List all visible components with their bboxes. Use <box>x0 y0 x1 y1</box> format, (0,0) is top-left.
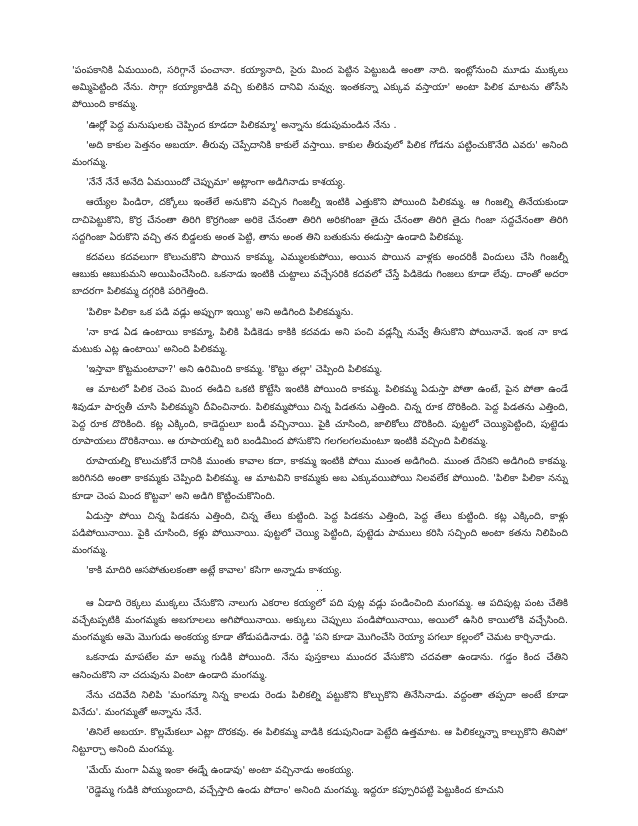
paragraph: 'మేయ్ మంగా ఏమ్మ ఇంకా ఈడ్నే ఉండావు' అంటా వచ్చినాడు అంకయ్య. <box>86 764 355 776</box>
section-separator: .. <box>316 583 324 594</box>
paragraph: ఏడుస్తా పోయి చిన్న పిడకను ఎత్తింది, చిన్న తేలు కుట్టింది. పెద్ద పిడకను ఎత్తింది, పెద్ద తేలు కుట్టింది. కట్ల ఎక్కింది, కాళ్లు పడిపోయినాయి. పైకి చూసింది, కళ్లు పోయినాయి. పుట్టలో చెయ్యి పెట్టింది, పుట్టెడు పాములు కరిసి సచ్చింది అంటా కతను నిలిపింది మంగమ్మ. <box>72 510 568 557</box>
paragraph: 'అది కాకుల పెత్తనం అబయా. తీరువు చెప్పేదానికి కాకులే వస్తాయి. కాకుల తీరువులో పిలిక గోడను పట్టించుకొనేది ఎవరు' అనింది మంగమ్మ. <box>72 139 568 169</box>
paragraph: 'కాకి మాదిరి ఆసపోతులకంతా అట్లే కావాల' కసిగా అన్నాడు కాశయ్య. <box>86 565 342 577</box>
paragraph: కదవలు కదవలుగా కొలుచుకొని పొయిన కాకమ్మ, ఎమ్ములకుపోయి, అయిన పొయిన వాళ్లకు అందరికీ విందులు చేసి గింజల్నీ ఆబుకు ఆబుకుమని అయిపించేసింది. ఒకనాడు ఇంటికి చుట్టాలు వచ్చేసరికి కదవలో చేస్తే పిడికెడు గింజలు కూడా లేవు. దాంతో అదరా బాదరగా పిలికమ్మ దగ్గరికి పరిగెత్తింది. <box>72 252 568 298</box>
paragraph: 'తినిలే అబయా. కొల్లమేకలూ ఎట్లా దొరకవు. ఈ పిలికమ్మ వాడికి కడుపునిండా పెట్టేది ఉత్తమాట. ఆ పిలికల్నన్నా కాల్చుకొని తినిపో' నిట్టూర్చా అనింది మంగమ్మ. <box>72 727 568 756</box>
paragraph: ఒకనాడు మాపటేల మా అమ్మ గుడికి పోయింది. నేను పుస్తకాలు ముందర వేసుకొని చదవతా ఉండాను. గడ్డం కింద చేతిని ఆనించుకొని నా చదువును వింటా ఉండాది మంగమ్మ. <box>72 652 568 681</box>
paragraph: రూపాయల్ని కొలుచుకోనే దానికి ముంతు కావాల కదా, కాకమ్మ ఇంటికి పోయి ముంత అడిగింది. ముంత దేనికని అడిగింది కాకమ్మ. జరిగినది అంతా కాకమ్మకు చెప్పింది పిలికమ్మ. ఆ మాటవిని కాకమ్మకు అబ ఎక్కువయిపోయి నిలవలేక పోయింది. 'పిలికా పిలికా నన్ను కూడా చెంప మింద కొట్టవా' అని అడిగి కొట్టించుకొనింది. <box>72 456 568 502</box>
paragraph: 'నా కాడ ఏడ ఉంటాయి కాకమ్మా, పిలికి పిడికెడు కాకికి కదవడు అని పంచి వడ్లన్నీ నువ్వే తీసుకొని పోయినావే. ఇంక నా కాడ మటుకు ఎట్ల ఉంటాయి' అనింది పిలికమ్మ. <box>72 326 568 356</box>
paragraph: 'పంపకానికి ఏమయింది, సరిగ్గానే పంచానా. కయ్యానాది, సైరు మింద పెట్టిన పెట్టుబడి అంతా నాది. ఇంట్లోనుంచి మూడు ముక్కలు అమ్మిపెట్టింది నేను. సొగ్గా కయ్యాకాడికి వచ్చి కులికిన దానివి నువ్వు. ఇంతకన్నా ఎక్కువ వస్తాయా' అంటా పిలిక మాటను తోసేసి పోయింది కాకమ్మ. <box>72 65 568 111</box>
paragraph: 'పిలికా పిలికా ఒక పడి వడ్లు అప్పుగా ఇయ్యి' అని అడిగింది పిలికమ్మను. <box>86 306 354 318</box>
paragraph: 'నేనే నేనే అనేది ఏమయిందో చెప్పుమా' అట్లాంగా అడిగినాడు కాశయ్య. <box>86 177 346 189</box>
paragraph: ఆయ్యేల పిండిరా, దక్కోలు ఇంతేలే అనుకొని వచ్చిన గింజల్నీ ఇంటికి ఎత్తుకొని పోయింది పిలికమ్మ. ఆ గింజల్ని తినేయకుండా దాచిపెట్టుకొని, కొర్ర చేనంతా తిరిగి కొర్రగింజా అరికె చేనంతా తిరిగి అరికగింజా తైదు చేనంతా తిరిగి తైదు గింజా సద్దచేనంతా తిరిగి సద్దగింజా ఏరుకొని వచ్చి తన బిడ్డలకు అంత పెట్టి, తాను అంత తిని బతుకును ఈడుస్తా ఉండాది పిలికమ్మ. <box>72 197 568 243</box>
paragraph: 'ఇస్తావా కొట్టమంటావా?' అని ఉరిమింది కాకమ్మ. 'కొట్టు తల్లా' చెప్పింది పిలికమ్మ. <box>86 364 383 376</box>
paragraph: నేను చదివేది నిలిపి 'మంగమ్మా నిన్న కాలడు రెండు పిలికల్ని పట్టుకొని కొల్చుకొని తినేసినాడు. వద్దంతా తప్పదా అంటే కూడా వినేదు'. మంగమ్మతో అన్నాను నేనే. <box>72 689 568 718</box>
paragraph: 'ఊర్లో పెద్ద మనుషులకు చెప్పింద కూడదా పిలికమ్మా' అన్నాను కడుపుమండిన నేను . <box>86 119 397 131</box>
paragraph: ఆ ఏడాది రెక్కలు ముక్కలు చేసుకొని నాలుగు ఎకరాల కయ్యలో పది పుట్ల వడ్లు పండించింది మంగమ్మ. ఆ పదిపుట్ల పంట చేతికి వచ్చేటప్పటికి మంగమ్మకు అబగూలలు అగిపోయినాయి. అక్కులు చెప్పులు పండిపోయినాయి, అయిలో ఉసిరి కాయిలోకి వచ్చేసింది. మంగమ్మకు ఆమె మొగుడు అంకయ్య కూడా తోడుపడినాడు. రెడ్డి 'పని కూడా మొగించేసి రెయ్యా పగలూ కల్లంలో చెమట కార్చినాడు. <box>72 597 568 644</box>
paragraph: 'రెడ్డెమ్మ గుడికి పోయ్యుందాది, వచ్చేస్తాది ఉండు పోదాం' అనింది మంగమ్మ. ఇద్దరూ కప్పూరిపట్టి పెట్టుకింద కూచుని <box>86 784 504 796</box>
paragraph: ఆ మాటలో పిలిక చెంప మింద ఈడిచి ఒకటి కొట్టేసి ఇంటికి పోయింది కాకమ్మ. పిలికమ్మ ఏడుస్తా పోతా ఉంటే, పైన పోతా ఉండే శివుడూ పార్వతీ చూసి పిలికమ్మని దీవించినారు. పిలికమ్మపోయి చిన్న పిడతను ఎత్తింది. చిన్న రూక దొరికింది. పెద్ద పిడతను ఎత్తింది, పెద్ద రూక దొరికింది. కట్ల ఎక్కింది, కాడెద్దులూ బండీ వచ్చినాయి. పైకి చూసింది, జాలికోలు దొరికింది. పుట్టలో చెయ్యిపెట్టింది, పుట్టెడు రూపాయలు దొరికినాయి. ఆ రూపాయల్ని బరి బండిమింద పోసుకొని గలగలగలమంటూ ఇంటికి వచ్చింది పిలికమ్మ. <box>72 384 568 448</box>
